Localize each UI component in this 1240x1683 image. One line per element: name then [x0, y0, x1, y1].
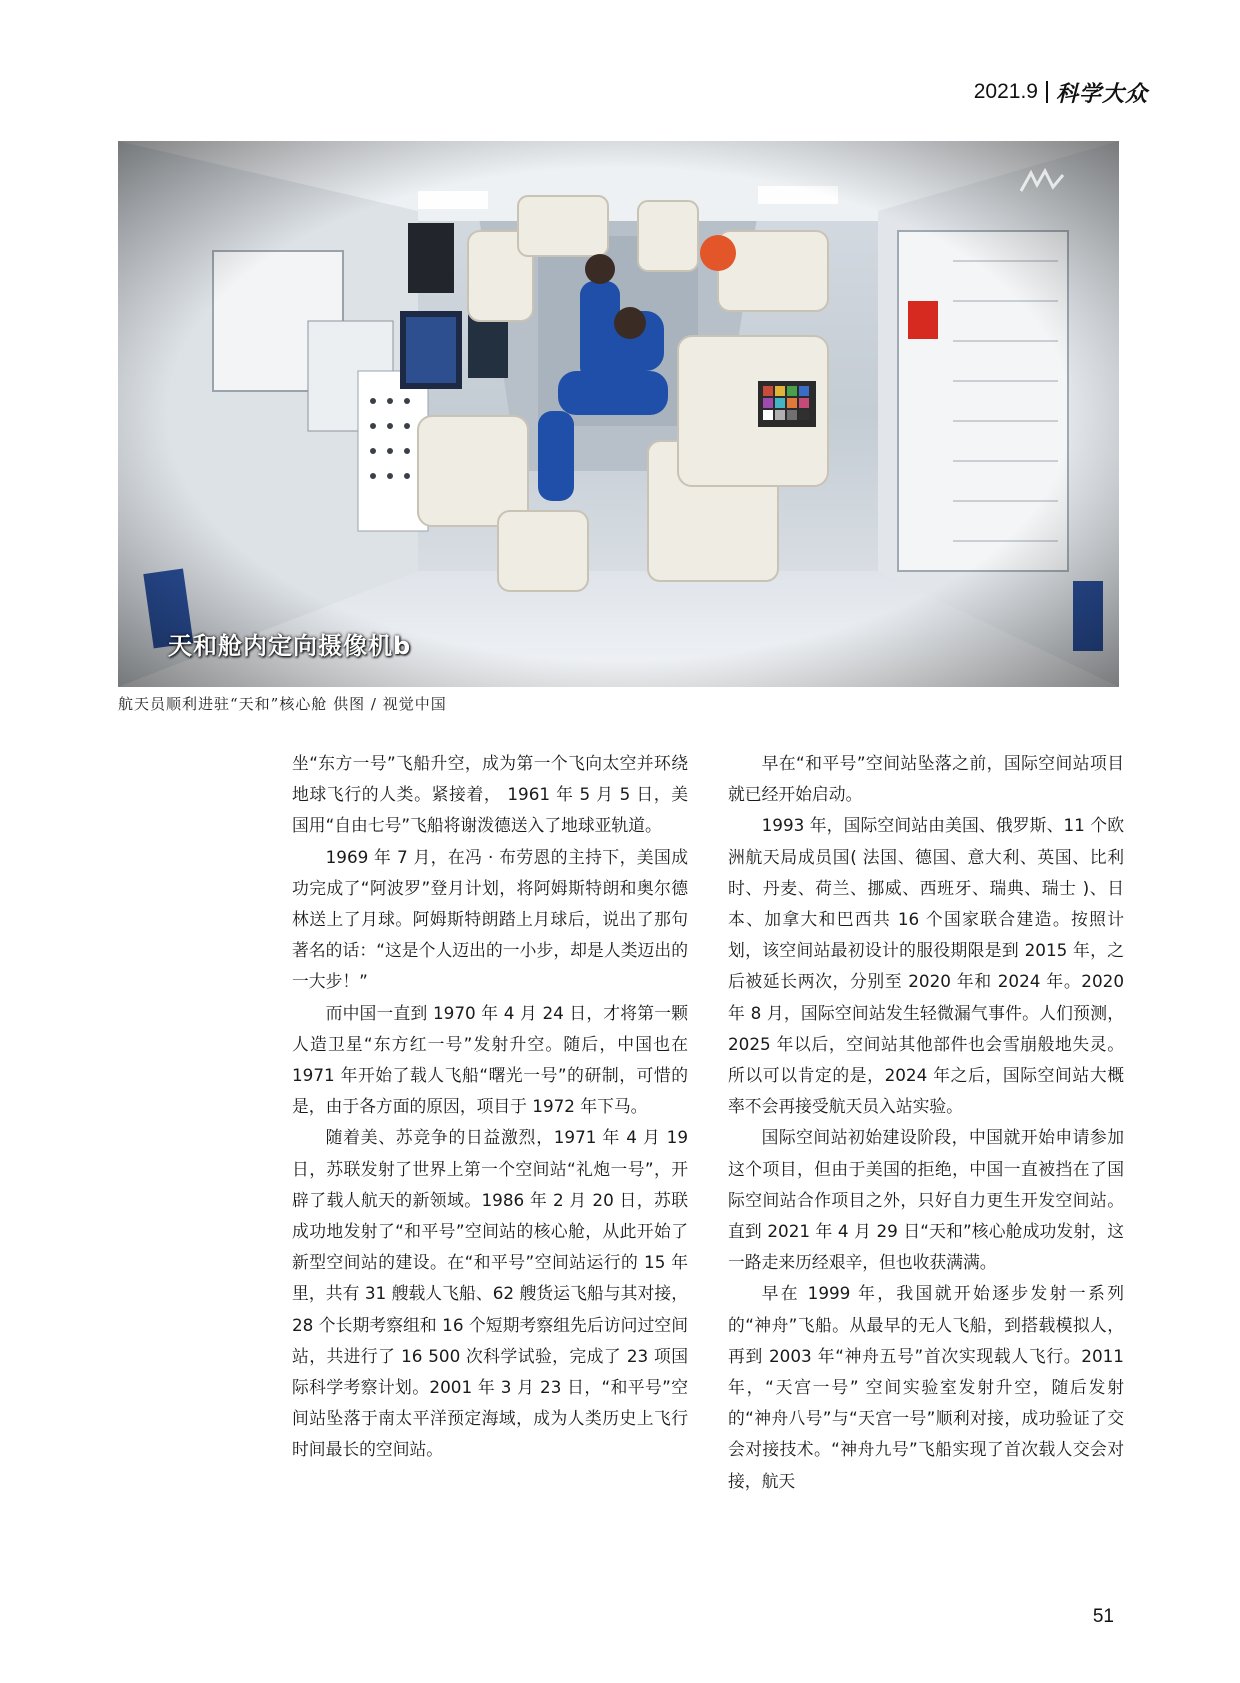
- paragraph: 国际空间站初始建设阶段，中国就开始申请参加这个项目，但由于美国的拒绝，中国一直被挡在了国际空间站合作项目之外，只好自力更生开发空间站。直到 2021 年 4 月 29 日“天和”核心舱成功发射，这一路走来历经艰辛，但也收获满满。: [728, 1127, 1124, 1273]
- header-divider: [1046, 81, 1048, 103]
- paragraph: 早在 1999 年，我国就开始逐步发射一系列的“神舟”飞船。从最早的无人飞船，到搭载模拟人，再到 2003 年“神舟五号”首次实现载人飞行。2011 年，“天宫一号” 空间实验室发射升空，随后发射的“神舟八号”与“天宫一号”顺利对接，成功验证了交会对接技术。“神舟九号”飞船实现了首次载人交会对接，航天: [728, 1283, 1124, 1491]
- article-left-column: [292, 748, 688, 1466]
- magazine-title: 科学大众: [1055, 80, 1148, 107]
- paragraph: 随着美、苏竞争的日益激烈，1971 年 4 月 19 日，苏联发射了世界上第一个空间站“礼炮一号”，开辟了载人航天的新领域。1986 年 2 月 20 日，苏联成功地发射了“和平号”空间站的核心舱，从此开始了新型空间站的建设。在“和平号”空间站运行的 15 年里，共有 31 艘载人飞船、62 艘货运飞船与其对接，28 个长期考察组和 16 个短期考察组先后访问过空间站，共进行了 16 500 次科学试验，完成了 23 项国际科学考察计划。2001 年 3 月 23 日，“和平号”空间站坠落于南太平洋预定海域，成为人类历史上飞行时间最长的空间站。: [292, 1127, 688, 1460]
- space-station-photo: [118, 141, 1119, 687]
- paragraph: 而中国一直到 1970 年 4 月 24 日，才将第一颗人造卫星“东方红一号”发射升空。随后，中国也在 1971 年开始了载人飞船“曙光一号”的研制，可惜的是，由于各方面的原因，项目于 1972 年下马。: [292, 1002, 688, 1117]
- issue-number: 2021.9: [973, 80, 1038, 103]
- page-header: [974, 74, 1148, 110]
- photo-caption: 航天员顺利进驻“天和”核心舱 供图 / 视觉中国: [118, 695, 447, 713]
- paragraph: 早在“和平号”空间站坠落之前，国际空间站项目就已经开始启动。: [728, 753, 1124, 805]
- photo-space-station-interior: [118, 141, 1119, 687]
- camera-overlay-label: 天和舱内定向摄像机b: [168, 632, 412, 660]
- paragraph: 1969 年 7 月，在冯 · 布劳恩的主持下，美国成功完成了“阿波罗”登月计划，将阿姆斯特朗和奥尔德林送上了月球。阿姆斯特朗踏上月球后，说出了那句著名的话：“这是个人迈出的一小步，却是人类迈出的一大步！”: [292, 846, 688, 992]
- channel-logo-icon: [1017, 165, 1067, 199]
- paragraph: 1993 年，国际空间站由美国、俄罗斯、11 个欧洲航天局成员国( 法国、德国、意大利、英国、比利时、丹麦、荷兰、挪威、西班牙、瑞典、瑞士 )、日本、加拿大和巴西共 16 个国家联合建造。按照计划，该空间站最初设计的服役期限是到 2015 年，之后被延长两次，分别至 2020 年和 2024 年。2020 年 8 月，国际空间站发生轻微漏气事件。人们预测，2025 年以后，空间站其他部件也会雪崩般地失灵。所以可以肯定的是，2024 年之后，国际空间站大概率不会再接受航天员入站实验。: [728, 815, 1124, 1117]
- article-right-column: [728, 748, 1124, 1497]
- page-number: 51: [1092, 1606, 1114, 1627]
- paragraph: 坐“东方一号”飞船升空，成为第一个飞向太空并环绕地球飞行的人类。紧接着， 1961 年 5 月 5 日，美国用“自由七号”飞船将谢泼德送入了地球亚轨道。: [292, 753, 688, 836]
